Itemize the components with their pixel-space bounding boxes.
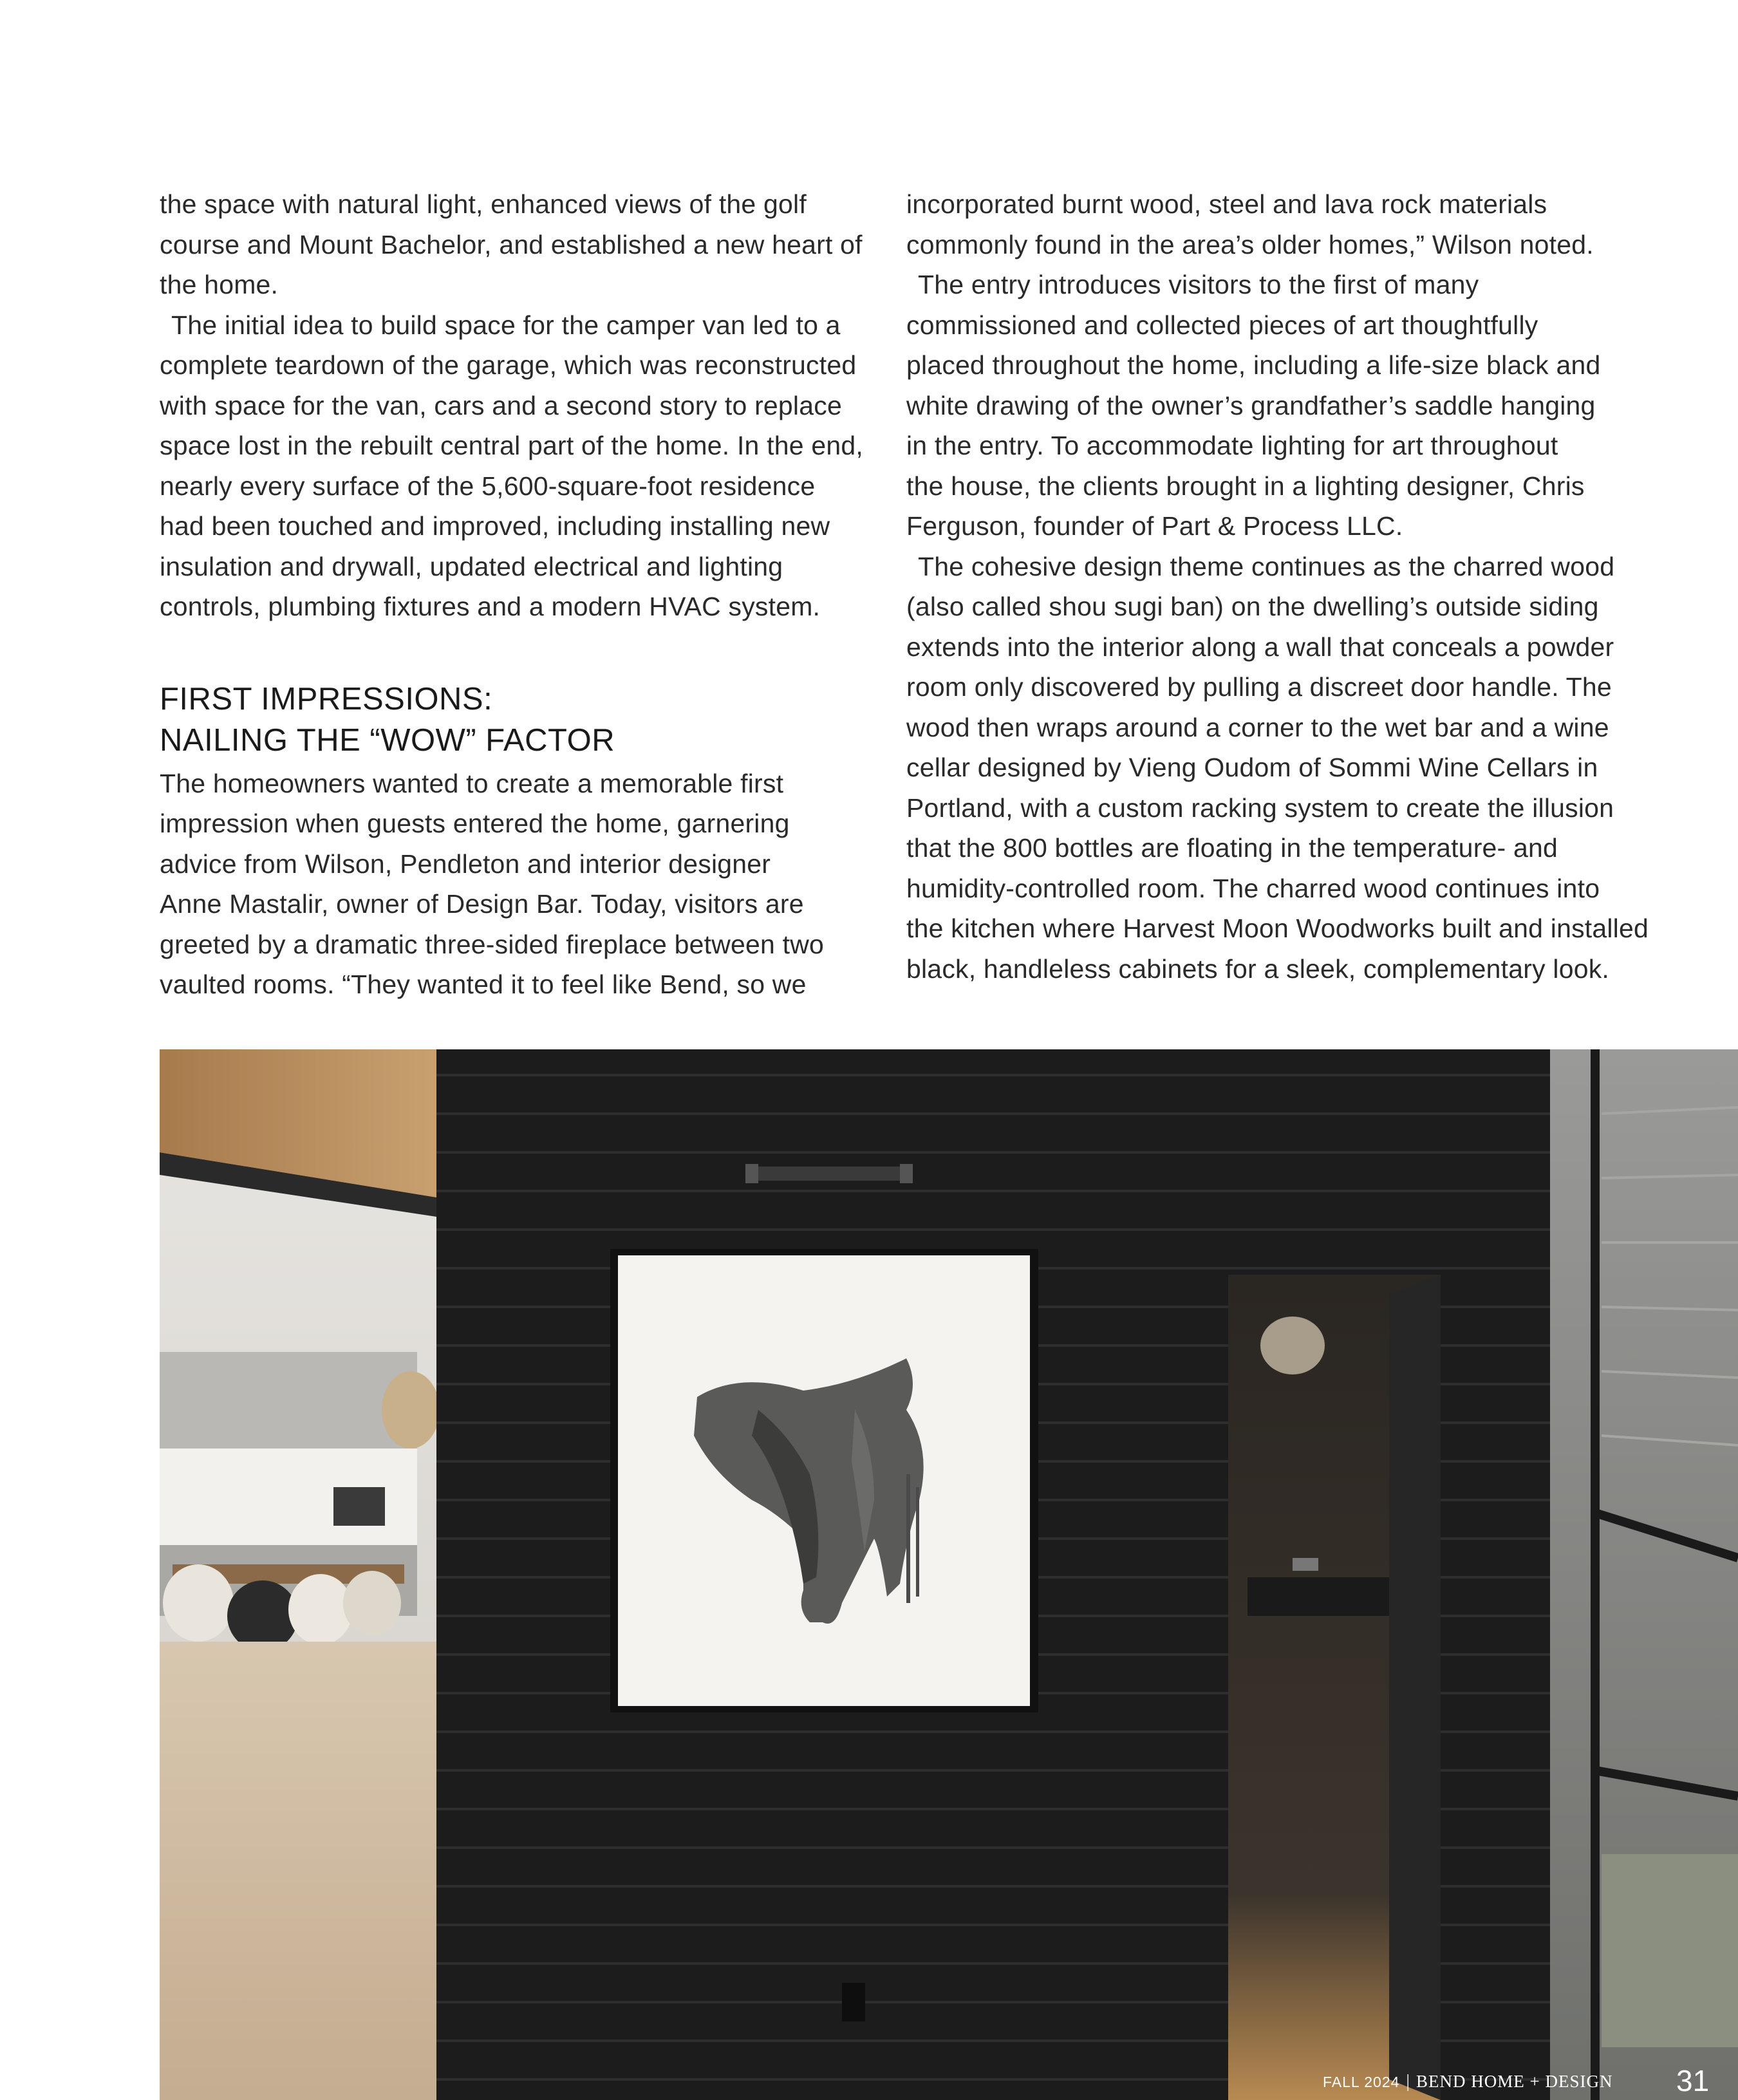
heading-line: FIRST IMPRESSIONS: — [160, 681, 493, 717]
picture-light-mount — [900, 1164, 913, 1183]
text-line: that the 800 bottles are floating in the temperature- and — [906, 833, 1558, 863]
left-paragraph-2 — [160, 305, 868, 627]
text-line: commonly found in the area’s older homes,” Wilson noted. — [906, 229, 1594, 259]
text-line: extends into the interior along a wall that conceals a powder — [906, 632, 1614, 662]
hidden-door-panel — [1389, 1275, 1441, 2100]
article-right-column — [906, 184, 1649, 989]
text-line: impression when guests entered the home, garnering — [160, 809, 790, 838]
sheepskin-chair — [163, 1564, 234, 1642]
text-line: cellar designed by Vieng Oudom of Sommi Wine Cellars in — [906, 753, 1598, 782]
text-line: advice from Wilson, Pendleton and interior designer — [160, 848, 771, 879]
wall-outlet — [842, 1983, 865, 2021]
text-line: room only discovered by pulling a discreet door handle. The — [906, 672, 1612, 702]
text-line: nearly every surface of the 5,600-square-foot residence — [160, 471, 816, 501]
text-line: Portland, with a custom racking system to create the illusion — [906, 792, 1614, 823]
text-line: greeted by a dramatic three-sided fireplace between two — [160, 929, 825, 959]
heading-line: NAILING THE “WOW” FACTOR — [160, 722, 615, 758]
text-line: controls, plumbing fixtures and a modern HVAC system. — [160, 592, 821, 621]
article-left-column — [160, 184, 868, 1005]
sheepskin-chair — [227, 1580, 298, 1651]
section-heading — [160, 679, 868, 761]
text-line: the kitchen where Harvest Moon Woodworks built and installed — [906, 914, 1649, 943]
interior-photo — [160, 1049, 1738, 2100]
text-line: space lost in the rebuilt central part of the home. In the end, — [160, 431, 863, 460]
faucet — [1293, 1558, 1318, 1571]
issue-season: FALL 2024 — [1323, 2074, 1400, 2090]
text-line: The initial idea to build space for the camper van led to a — [171, 310, 841, 340]
left-paragraph-1 — [160, 184, 868, 305]
text-line: placed throughout the home, including a life-size black and — [906, 350, 1601, 380]
sheepskin-chair — [288, 1574, 353, 1645]
text-line: Ferguson, founder of Part & Process LLC. — [906, 511, 1403, 541]
text-line: the home. — [160, 270, 279, 299]
picture-light-mount — [745, 1164, 758, 1183]
footer-separator: | — [1406, 2072, 1410, 2092]
picture-light — [749, 1167, 910, 1181]
upper-cabinets — [160, 1352, 417, 1448]
text-line: the house, the clients brought in a lighting designer, Chris — [906, 471, 1585, 501]
interior-photo-illustration — [160, 1049, 1738, 2100]
right-paragraph-3 — [906, 547, 1649, 989]
text-line: had been touched and improved, including installing new — [160, 511, 830, 541]
text-line: The homeowners wanted to create a memorable first — [160, 768, 784, 798]
text-line: complete teardown of the garage, which was reconstructed — [160, 350, 857, 380]
text-line: course and Mount Bachelor, and established a new heart of — [160, 229, 863, 259]
text-line: wood then wraps around a corner to the wet bar and a wine — [906, 712, 1609, 742]
powder-room-vanity — [1247, 1577, 1396, 1616]
wall-oven — [333, 1487, 385, 1526]
text-line: white drawing of the owner’s grandfather’s saddle hanging — [906, 390, 1596, 420]
page-number: 31 — [1676, 2064, 1710, 2097]
text-line: in the entry. To accommodate lighting for art throughout — [906, 431, 1558, 460]
text-line: The cohesive design theme continues as the charred wood — [918, 551, 1615, 581]
text-line: commissioned and collected pieces of art thoughtfully — [906, 310, 1538, 340]
text-line: humidity-controlled room. The charred wood continues into — [906, 873, 1600, 903]
pendant-light — [382, 1371, 440, 1448]
sheepskin-chair — [343, 1571, 401, 1635]
right-paragraph-1 — [906, 184, 1614, 265]
text-line: the space with natural light, enhanced views of the golf — [160, 189, 807, 219]
text-line: Anne Mastalir, owner of Design Bar. Today, visitors are — [160, 889, 804, 919]
text-line: incorporated burnt wood, steel and lava rock materials — [906, 189, 1547, 219]
magazine-name: BEND HOME + DESIGN — [1416, 2072, 1613, 2091]
right-paragraph-2 — [906, 265, 1614, 547]
text-line: vaulted rooms. “They wanted it to feel like Bend, so we — [160, 970, 807, 999]
left-paragraph-3 — [160, 764, 868, 1005]
text-line: The entry introduces visitors to the first of many — [918, 270, 1479, 299]
text-line: insulation and drywall, updated electrical and lighting — [160, 551, 783, 581]
exterior-grass — [1602, 1854, 1738, 2047]
text-line: (also called shou sugi ban) on the dwelling’s outside siding — [906, 592, 1599, 621]
text-line: black, handleless cabinets for a sleek, complementary look. — [906, 953, 1610, 984]
powder-room-mirror-light — [1260, 1317, 1325, 1374]
page-footer — [1323, 2072, 1613, 2097]
text-line: with space for the van, cars and a second story to replace — [160, 390, 842, 420]
